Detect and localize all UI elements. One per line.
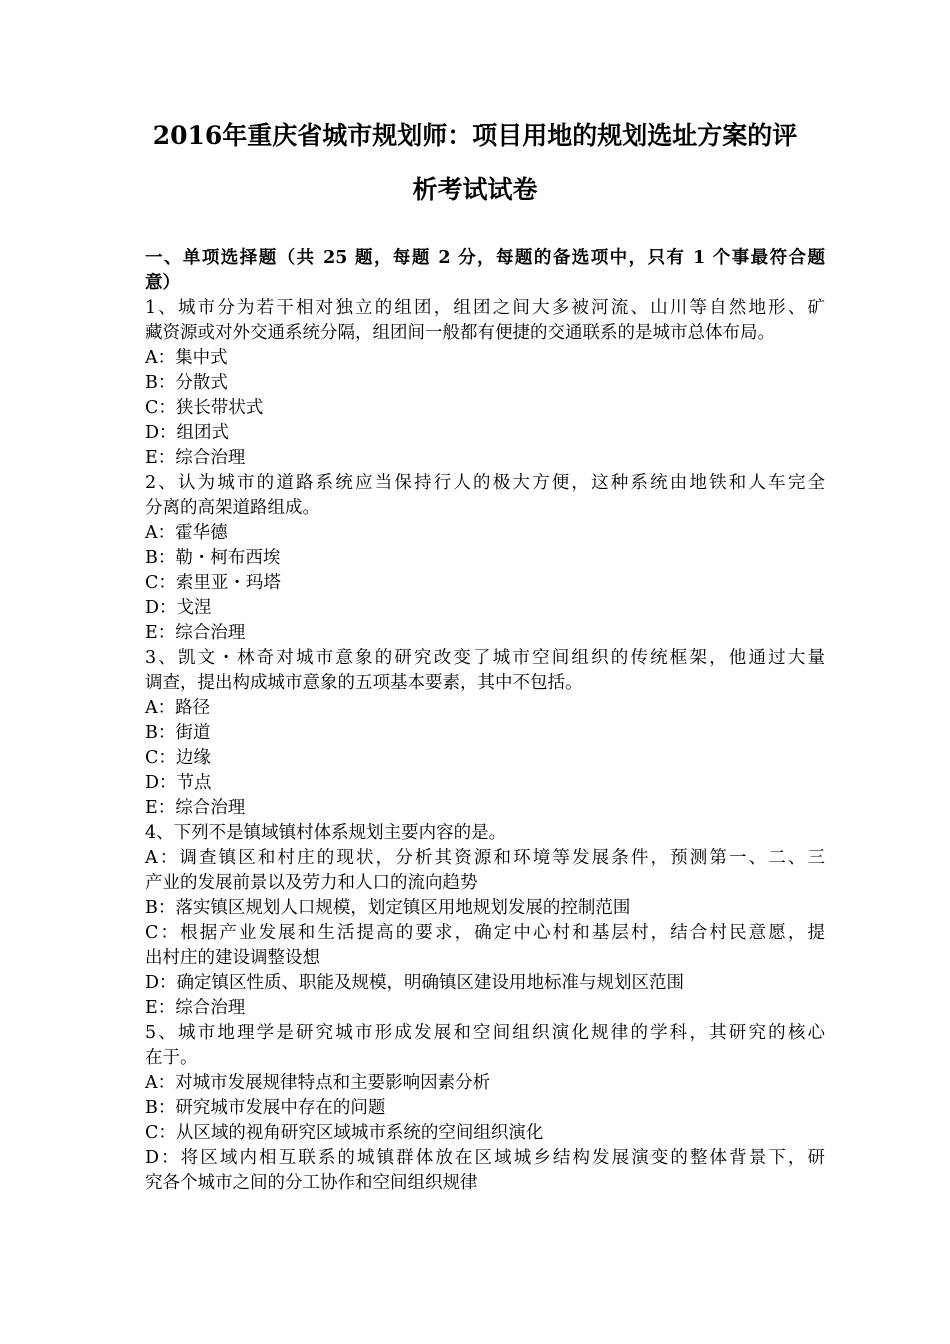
question-2 <box>145 471 825 646</box>
answer-option: E：综合治理 <box>145 798 246 818</box>
answer-option-continuation: 究各个城市之间的分工协作和空间组织规律 <box>145 1173 478 1193</box>
question-text-line: 在于。 <box>145 1048 198 1068</box>
answer-option: C：根据产业发展和生活提高的要求，确定中心村和基层村，结合村民意愿，提 <box>145 923 825 943</box>
question-text-line: 5、城市地理学是研究城市形成发展和空间组织演化规律的学科，其研究的核心 <box>145 1023 825 1043</box>
answer-option: C：狭长带状式 <box>145 398 264 418</box>
answer-option: A：对城市发展规律特点和主要影响因素分析 <box>145 1073 491 1093</box>
section-heading <box>145 246 825 296</box>
answer-option: E：综合治理 <box>145 623 246 643</box>
question-4 <box>145 821 825 1021</box>
answer-option-continuation: 出村庄的建设调整设想 <box>145 948 320 968</box>
answer-option: A：集中式 <box>145 348 228 368</box>
answer-option: D：将区域内相互联系的城镇群体放在区域城乡结构发展演变的整体背景下，研 <box>145 1148 825 1168</box>
question-5 <box>145 1021 825 1196</box>
answer-option: D：确定镇区性质、职能及规模，明确镇区建设用地标准与规划区范围 <box>145 973 685 993</box>
answer-option: C：从区域的视角研究区域城市系统的空间组织演化 <box>145 1123 544 1143</box>
question-text-line: 3、凯文・林奇对城市意象的研究改变了城市空间组织的传统框架，他通过大量 <box>145 648 825 668</box>
answer-option-continuation: 产业的发展前景以及劳力和人口的流向趋势 <box>145 873 478 893</box>
answer-option: D：戈涅 <box>145 598 212 618</box>
question-text-line: 4、下列不是镇域镇村体系规划主要内容的是。 <box>145 823 507 843</box>
document-title-line-1: 2016年重庆省城市规划师：项目用地的规划选址方案的评 <box>152 121 798 150</box>
answer-option: B：研究城市发展中存在的问题 <box>145 1098 386 1118</box>
document-title-line-2: 析考试试卷 <box>412 175 538 204</box>
section-heading-line-2: 意） <box>145 273 180 293</box>
answer-option: B：落实镇区规划人口规模，划定镇区用地规划发展的控制范围 <box>145 898 631 918</box>
answer-option: B：街道 <box>145 723 211 743</box>
document-body <box>145 246 825 1196</box>
answer-option: C：索里亚・玛塔 <box>145 573 281 593</box>
question-text-line: 藏资源或对外交通系统分隔，组团间一般都有便捷的交通联系的是城市总体布局。 <box>145 323 775 343</box>
question-3 <box>145 646 825 821</box>
answer-option: A：调查镇区和村庄的现状，分析其资源和环境等发展条件，预测第一、二、三 <box>145 848 825 868</box>
question-text-line: 1、城市分为若干相对独立的组团，组团之间大多被河流、山川等自然地形、矿 <box>145 298 825 318</box>
question-text-line: 调查，提出构成城市意象的五项基本要素，其中不包括。 <box>145 673 583 693</box>
section-heading-line-1: 一、单项选择题（共 25 题，每题 2 分，每题的备选项中，只有 1 个事最符合题 <box>145 248 825 268</box>
answer-option: A：霍华德 <box>145 523 228 543</box>
question-1 <box>145 296 825 471</box>
answer-option: E：综合治理 <box>145 998 246 1018</box>
question-text-line: 2、认为城市的道路系统应当保持行人的极大方便，这种系统由地铁和人车完全 <box>145 473 825 493</box>
answer-option: D：节点 <box>145 773 212 793</box>
answer-option: E：综合治理 <box>145 448 246 468</box>
answer-option: B：勒・柯布西埃 <box>145 548 281 568</box>
answer-option: D：组团式 <box>145 423 230 443</box>
answer-option: B：分散式 <box>145 373 228 393</box>
question-text-line: 分离的高架道路组成。 <box>145 498 320 518</box>
answer-option: A：路径 <box>145 698 211 718</box>
answer-option: C：边缘 <box>145 748 211 768</box>
